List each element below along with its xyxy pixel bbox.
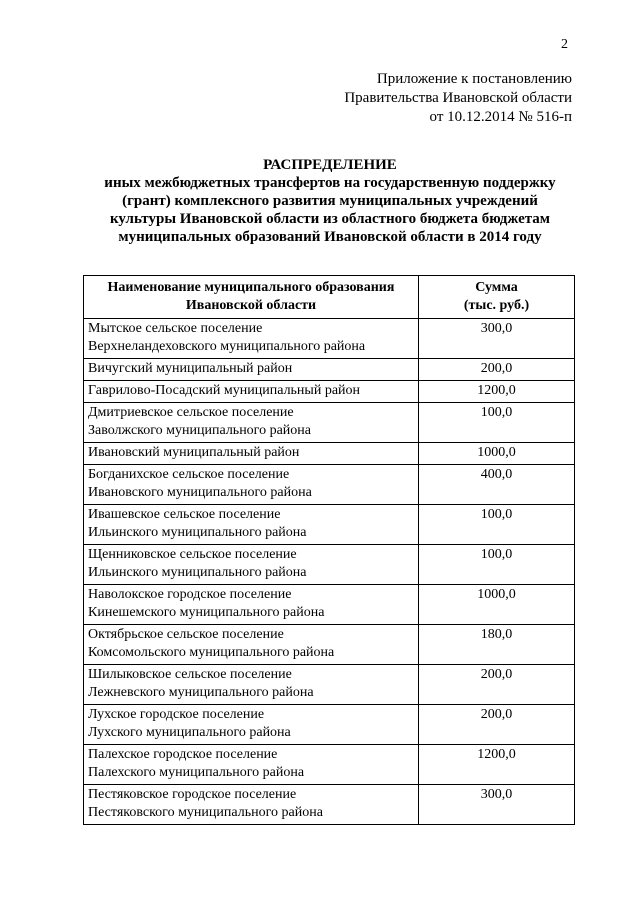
municipality-name-cell	[84, 625, 419, 665]
municipality-name-line: Лухское городское поселение	[88, 707, 265, 722]
municipality-name-cell	[84, 381, 419, 403]
amount-cell: 200,0	[419, 665, 575, 705]
municipality-name-line: Ивановский муниципальный район	[88, 445, 300, 460]
header-text: Сумма	[475, 280, 518, 295]
table-row	[84, 665, 575, 705]
amount-cell: 200,0	[419, 359, 575, 381]
municipality-name-line: Лежневского муниципального района	[88, 685, 314, 700]
municipality-name-line: Октябрьское сельское поселение	[88, 627, 284, 642]
municipality-name-cell	[84, 545, 419, 585]
table-row	[84, 505, 575, 545]
table-row	[84, 359, 575, 381]
title-line: муниципальных образований Ивановской области в 2014 году	[118, 229, 542, 245]
table-row	[84, 465, 575, 505]
amount-cell: 1200,0	[419, 745, 575, 785]
municipality-name-line: Мытское сельское поселение	[88, 321, 263, 336]
table-row	[84, 625, 575, 665]
column-header-sum	[419, 276, 575, 319]
column-header-name	[84, 276, 419, 319]
municipality-name-line: Наволокское городское поселение	[88, 587, 292, 602]
municipality-name-line: Комсомольского муниципального района	[88, 645, 335, 660]
table-row	[84, 705, 575, 745]
municipality-name-cell	[84, 359, 419, 381]
amount-cell: 1000,0	[419, 585, 575, 625]
amount-cell: 180,0	[419, 625, 575, 665]
header-text: Наименование муниципального образования	[107, 280, 395, 295]
title-line: иных межбюджетных трансфертов на государственную поддержку	[104, 175, 556, 191]
table-row	[84, 319, 575, 359]
header-text: (тыс. руб.)	[463, 298, 530, 313]
table-row	[84, 785, 575, 825]
municipality-name-cell	[84, 785, 419, 825]
municipality-name-cell	[84, 665, 419, 705]
municipality-name-line: Лухского муниципального района	[88, 725, 291, 740]
municipality-name-line: Палехское городское поселение	[88, 747, 278, 762]
title-heading: РАСПРЕДЕЛЕНИЕ	[263, 157, 397, 173]
municipality-name-cell	[84, 705, 419, 745]
table-row	[84, 745, 575, 785]
page-number: 2	[561, 37, 568, 52]
distribution-table	[83, 275, 575, 825]
municipality-name-cell	[84, 745, 419, 785]
title-line: культуры Ивановской области из областного бюджета бюджетам	[109, 211, 551, 227]
table-header-row	[84, 276, 575, 319]
table-row	[84, 381, 575, 403]
table-body	[84, 319, 575, 825]
municipality-name-cell	[84, 465, 419, 505]
municipality-name-cell	[84, 443, 419, 465]
municipality-name-cell	[84, 403, 419, 443]
amount-cell: 400,0	[419, 465, 575, 505]
municipality-name-line: Щенниковское сельское поселение	[88, 547, 297, 562]
municipality-name-cell	[84, 585, 419, 625]
municipality-name-line: Дмитриевское сельское поселение	[88, 405, 294, 420]
municipality-name-line: Заволжского муниципального района	[88, 423, 311, 438]
municipality-name-line: Пестяковское городское поселение	[88, 787, 297, 802]
table-row	[84, 585, 575, 625]
municipality-name-line: Вичугский муниципальный район	[88, 361, 293, 376]
municipality-name-line: Ильинского муниципального района	[88, 565, 307, 580]
amount-cell: 200,0	[419, 705, 575, 745]
amount-cell: 100,0	[419, 545, 575, 585]
header-text: Ивановской области	[185, 298, 317, 313]
appendix-line: Приложение к постановлению	[376, 71, 572, 87]
municipality-name-line: Богданихское сельское поселение	[88, 467, 290, 482]
table-row	[84, 545, 575, 585]
amount-cell: 300,0	[419, 319, 575, 359]
appendix-line: Правительства Ивановской области	[344, 90, 572, 106]
municipality-name-cell	[84, 505, 419, 545]
municipality-name-line: Кинешемского муниципального района	[88, 605, 325, 620]
amount-cell: 100,0	[419, 505, 575, 545]
document-title	[80, 156, 580, 246]
amount-cell: 300,0	[419, 785, 575, 825]
municipality-name-line: Шилыковское сельское поселение	[88, 667, 292, 682]
amount-cell: 1000,0	[419, 443, 575, 465]
municipality-name-cell	[84, 319, 419, 359]
municipality-name-line: Палехского муниципального района	[88, 765, 305, 780]
municipality-name-line: Ивашевское сельское поселение	[88, 507, 281, 522]
municipality-name-line: Ивановского муниципального района	[88, 485, 312, 500]
municipality-name-line: Гаврилово-Посадский муниципальный район	[88, 383, 361, 398]
appendix-line: от 10.12.2014 № 516-п	[429, 109, 572, 125]
municipality-name-line: Пестяковского муниципального района	[88, 805, 323, 820]
table-row	[84, 443, 575, 465]
municipality-name-line: Ильинского муниципального района	[88, 525, 307, 540]
table-row	[84, 403, 575, 443]
amount-cell: 1200,0	[419, 381, 575, 403]
amount-cell: 100,0	[419, 403, 575, 443]
municipality-name-line: Верхнеландеховского муниципального района	[88, 339, 366, 354]
title-line: (грант) комплексного развития муниципальных учреждений	[122, 193, 538, 209]
appendix-note	[344, 70, 572, 127]
